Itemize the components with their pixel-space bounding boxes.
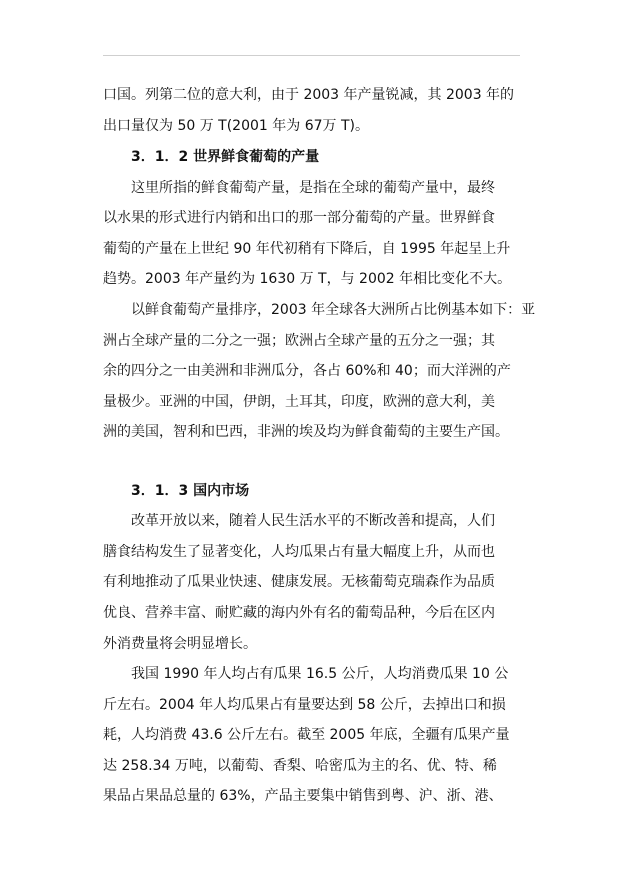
text-line: 耗，人均消费 43.6 公斤左右。截至 2005 年底，全疆有瓜果产量 — [103, 727, 510, 743]
text-line: 果品占果品总量的 63%，产品主要集中销售到粤、沪、浙、港、 — [103, 788, 503, 804]
section-heading-3-1-2: 3．1．2 世界鲜食葡萄的产量 — [131, 149, 320, 165]
text-line: 改革开放以来，随着人民生活水平的不断改善和提高，人们 — [131, 513, 495, 529]
text-line: 出口量仅为 50 万 T(2001 年为 67万 T)。 — [103, 118, 369, 134]
text-line: 以水果的形式进行内销和出口的那一部分葡萄的产量。世界鲜食 — [103, 210, 495, 226]
text-line: 洲的美国，智利和巴西，非洲的埃及均为鲜食葡萄的主要生产国。 — [103, 424, 509, 440]
text-line: 量极少。亚洲的中国，伊朗，土耳其，印度，欧洲的意大利，美 — [103, 394, 495, 410]
text-line: 优良、营养丰富、耐贮藏的海内外有名的葡萄品种，今后在区内 — [103, 605, 495, 621]
text-line: 膳食结构发生了显著变化，人均瓜果占有量大幅度上升，从而也 — [103, 544, 495, 560]
text-line: 余的四分之一由美洲和非洲瓜分，各占 60%和 40；而大洋洲的产 — [103, 363, 511, 379]
section-heading-3-1-3: 3．1．3 国内市场 — [131, 483, 250, 499]
text-line: 这里所指的鲜食葡萄产量，是指在全球的葡萄产量中，最终 — [131, 180, 495, 196]
text-line: 我国 1990 年人均占有瓜果 16.5 公斤，人均消费瓜果 10 公 — [131, 666, 509, 682]
text-line: 洲占全球产量的二分之一强；欧洲占全球产量的五分之一强；其 — [103, 333, 495, 349]
text-line: 趋势。2003 年产量约为 1630 万 T，与 2002 年相比变化不大。 — [103, 271, 512, 287]
header-rule — [103, 55, 520, 56]
text-line: 外消费量将会明显增长。 — [103, 636, 257, 652]
text-line: 口国。列第二位的意大利，由于 2003 年产量锐减，其 2003 年的 — [103, 87, 515, 103]
text-line: 达 258.34 万吨，以葡萄、香梨、哈密瓜为主的名、优、特、稀 — [103, 758, 497, 774]
text-line: 斤左右。2004 年人均瓜果占有量要达到 58 公斤，去掉出口和损 — [103, 697, 506, 713]
text-line: 葡萄的产量在上世纪 90 年代初稍有下降后，自 1995 年起呈上升 — [103, 241, 511, 257]
text-line: 以鲜食葡萄产量排序，2003 年全球各大洲所占比例基本如下：亚 — [131, 302, 536, 318]
text-line: 有利地推动了瓜果业快速、健康发展。无核葡萄克瑞森作为品质 — [103, 574, 495, 590]
